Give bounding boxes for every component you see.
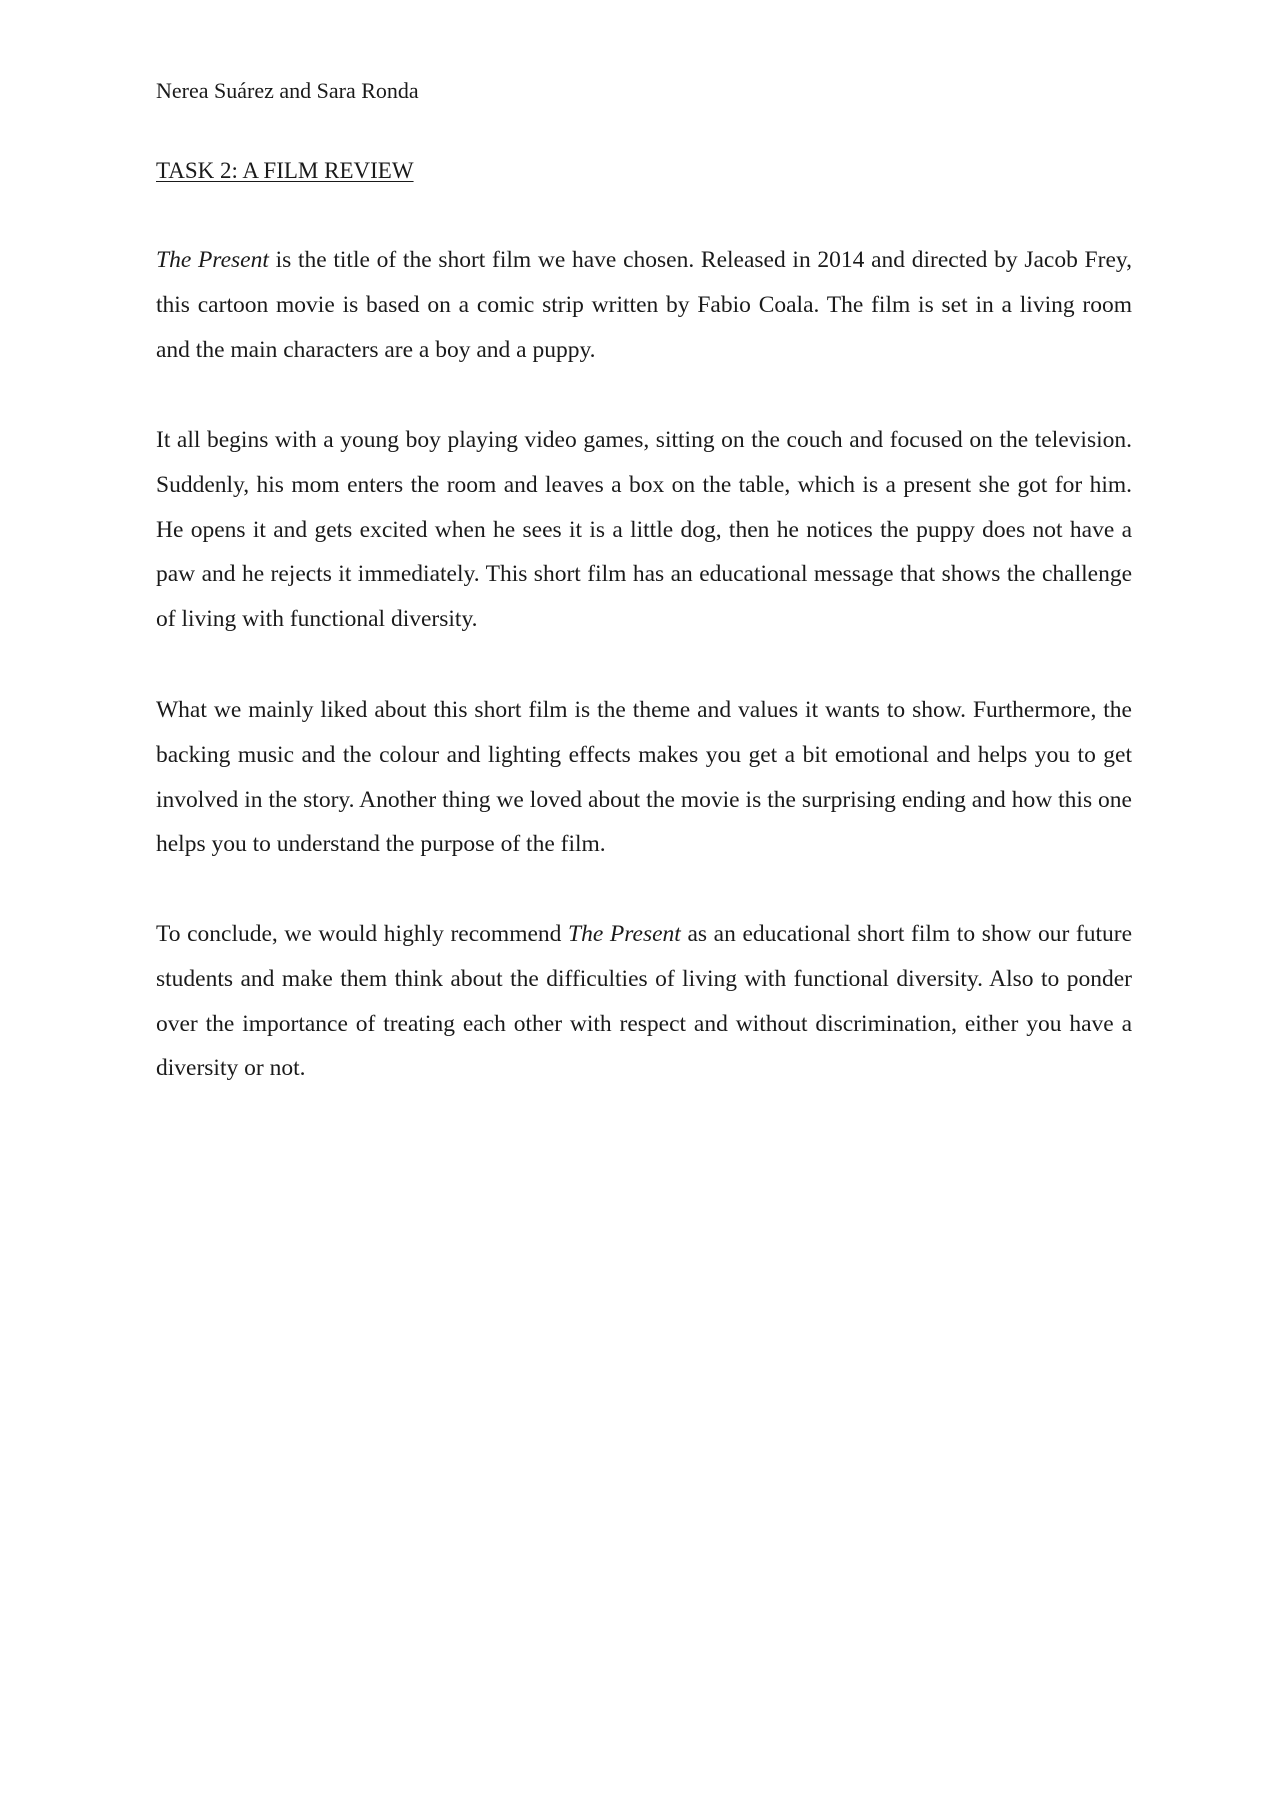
paragraph-text-before: To conclude, we would highly recommend — [156, 921, 569, 947]
paragraph-text: is the title of the short film we have chosen. Released in 2014 and directed by Jacob Frey, this cartoon movie is based on a comic strip written by Fabio Coala. The film is set in a living room and the main characters are a boy and a puppy. — [156, 247, 1132, 363]
paragraph-text-after: as an educational short film to show our future students and make them think about the difficulties of living with functional diversity. Also to ponder over the importance of treating each other with respect and without discrimination, either you have a diversity or not. — [156, 921, 1133, 1082]
film-title-italic: The Present — [568, 921, 681, 947]
paragraph-intro — [156, 238, 1132, 372]
paragraph-text: What we mainly liked about this short film is the theme and values it wants to show. Furthermore, the backing music and the colour and lighting effects makes you get a bit emotional and helps you to get involved in the story. Another thing we loved about the movie is the surprising ending and how this one helps you to understand the purpose of the film. — [156, 697, 1132, 858]
authors-line: Nerea Suárez and Sara Ronda — [156, 78, 419, 103]
paragraph-opinion — [156, 688, 1132, 867]
paragraph-conclusion — [156, 912, 1132, 1091]
paragraph-plot — [156, 418, 1132, 642]
page-title: TASK 2: A FILM REVIEW — [156, 158, 414, 183]
film-title-italic: The Present — [156, 247, 269, 273]
paragraph-text: It all begins with a young boy playing video games, sitting on the couch and focused on the television. Suddenly, his mom enters the room and leaves a box on the table, which is a present she got for him. He opens it and gets excited when he sees it is a little dog, then he notices the puppy does not have a paw and he rejects it immediately. This short film has an educational message that shows the challenge of living with functional diversity. — [156, 427, 1132, 633]
